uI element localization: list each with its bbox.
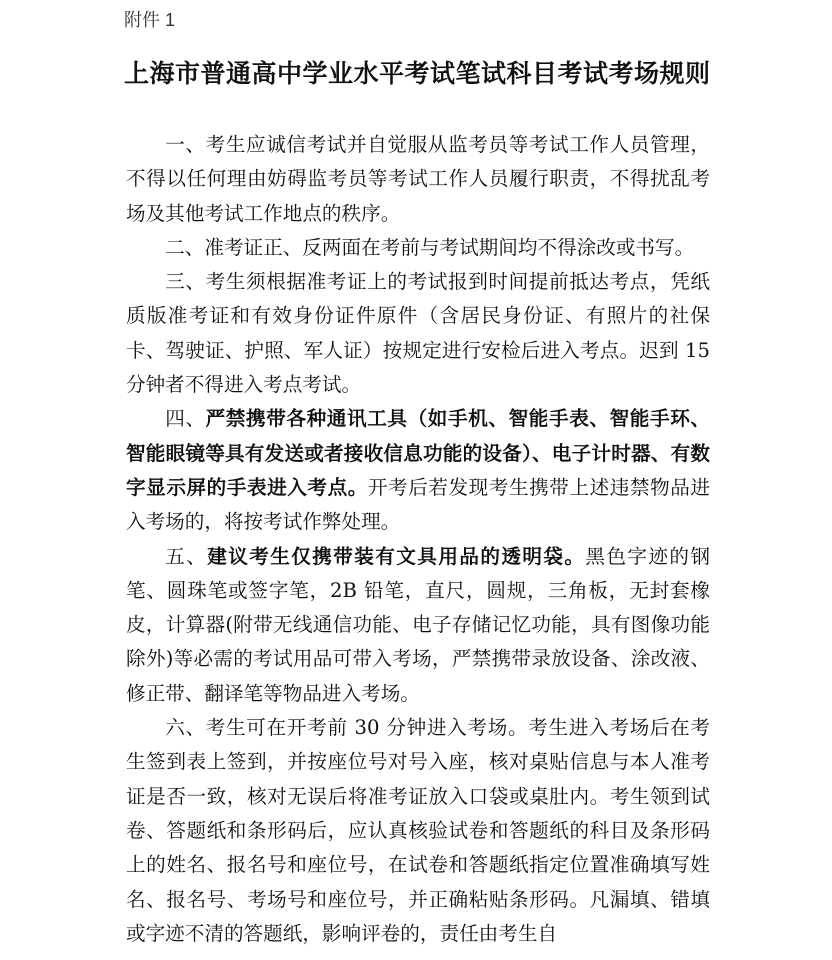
rule-4-text: 开考后若发现考生携带上述违禁物品进入考场的，将按考试作弊处理。 — [126, 475, 711, 534]
rule-3-text: 三、考生须根据准考证上的考试报到时间提前抵达考点，凭纸质版准考证和有效身份证件原件（含居民身份证、有照片的社保卡、驾驶证、护照、军人证）按规定进行安检后进入考点。迟到 15 分钟者不得进入考点考试。 — [126, 270, 710, 397]
attachment-label: 附件 1 — [124, 10, 176, 30]
rule-6-text: 六、考生可在开考前 30 分钟进入考场。考生进入考场后在考生签到表上签到，并按座位号对号入座，核对桌贴信息与本人准考证是否一致，核对无误后将准考证放入口袋或桌肚内。考生领到试卷、答题纸和条形码后，应认真核验试卷和答题纸的科目及条形码上的姓名、报名号和座位号，在试卷和答题纸指定位置准确填写姓名、报名号、考场号和座位号，并正确粘贴条形码。凡漏填、错填或字迹不清的答题纸，影响评卷的，责任由考生自 — [126, 716, 710, 945]
document-title: 上海市普通高中学业水平考试笔试科目考试考场规则 — [124, 59, 711, 88]
rule-1-text: 一、考生应诚信考试并自觉服从监考员等考试工作人员管理，不得以任何理由妨碍监考员等考试工作人员履行职责，不得扰乱考场及其他考试工作地点的秩序。 — [126, 133, 710, 225]
rule-paragraph-2 — [126, 231, 710, 265]
rule-5-bold-lead: 建议考生仅携带装有文具用品的透明袋。 — [207, 544, 586, 568]
rule-4-prefix: 四、 — [165, 407, 206, 431]
rule-paragraph-5 — [126, 540, 710, 711]
rule-paragraph-4 — [126, 402, 710, 539]
rule-paragraph-6 — [126, 711, 710, 951]
rule-4-bold-lead: 严禁携带各种通讯工具（如手机、智能手表、智能手环、智能眼镜等具有发送或者接收信息功能的设备）、电子计时器、有数字显示屏的手表进入考点。 — [126, 407, 711, 499]
rule-paragraph-3 — [126, 265, 710, 402]
rule-2-text: 二、准考证正、反两面在考前与考试期间均不得涂改或书写。 — [165, 235, 695, 259]
rule-5-prefix: 五、 — [165, 544, 208, 568]
document-body — [126, 128, 710, 951]
rule-5-text: 黑色字迹的钢笔、圆珠笔或签字笔，2B 铅笔，直尺，圆规，三角板，无封套橡皮，计算器(附带无线通信功能、电子存储记忆功能，具有图像功能除外)等必需的考试用品可带入考场，严禁携带录放设备、涂改液、修正带、翻译笔等物品进入考场。 — [126, 544, 711, 705]
rule-paragraph-1 — [126, 128, 710, 231]
